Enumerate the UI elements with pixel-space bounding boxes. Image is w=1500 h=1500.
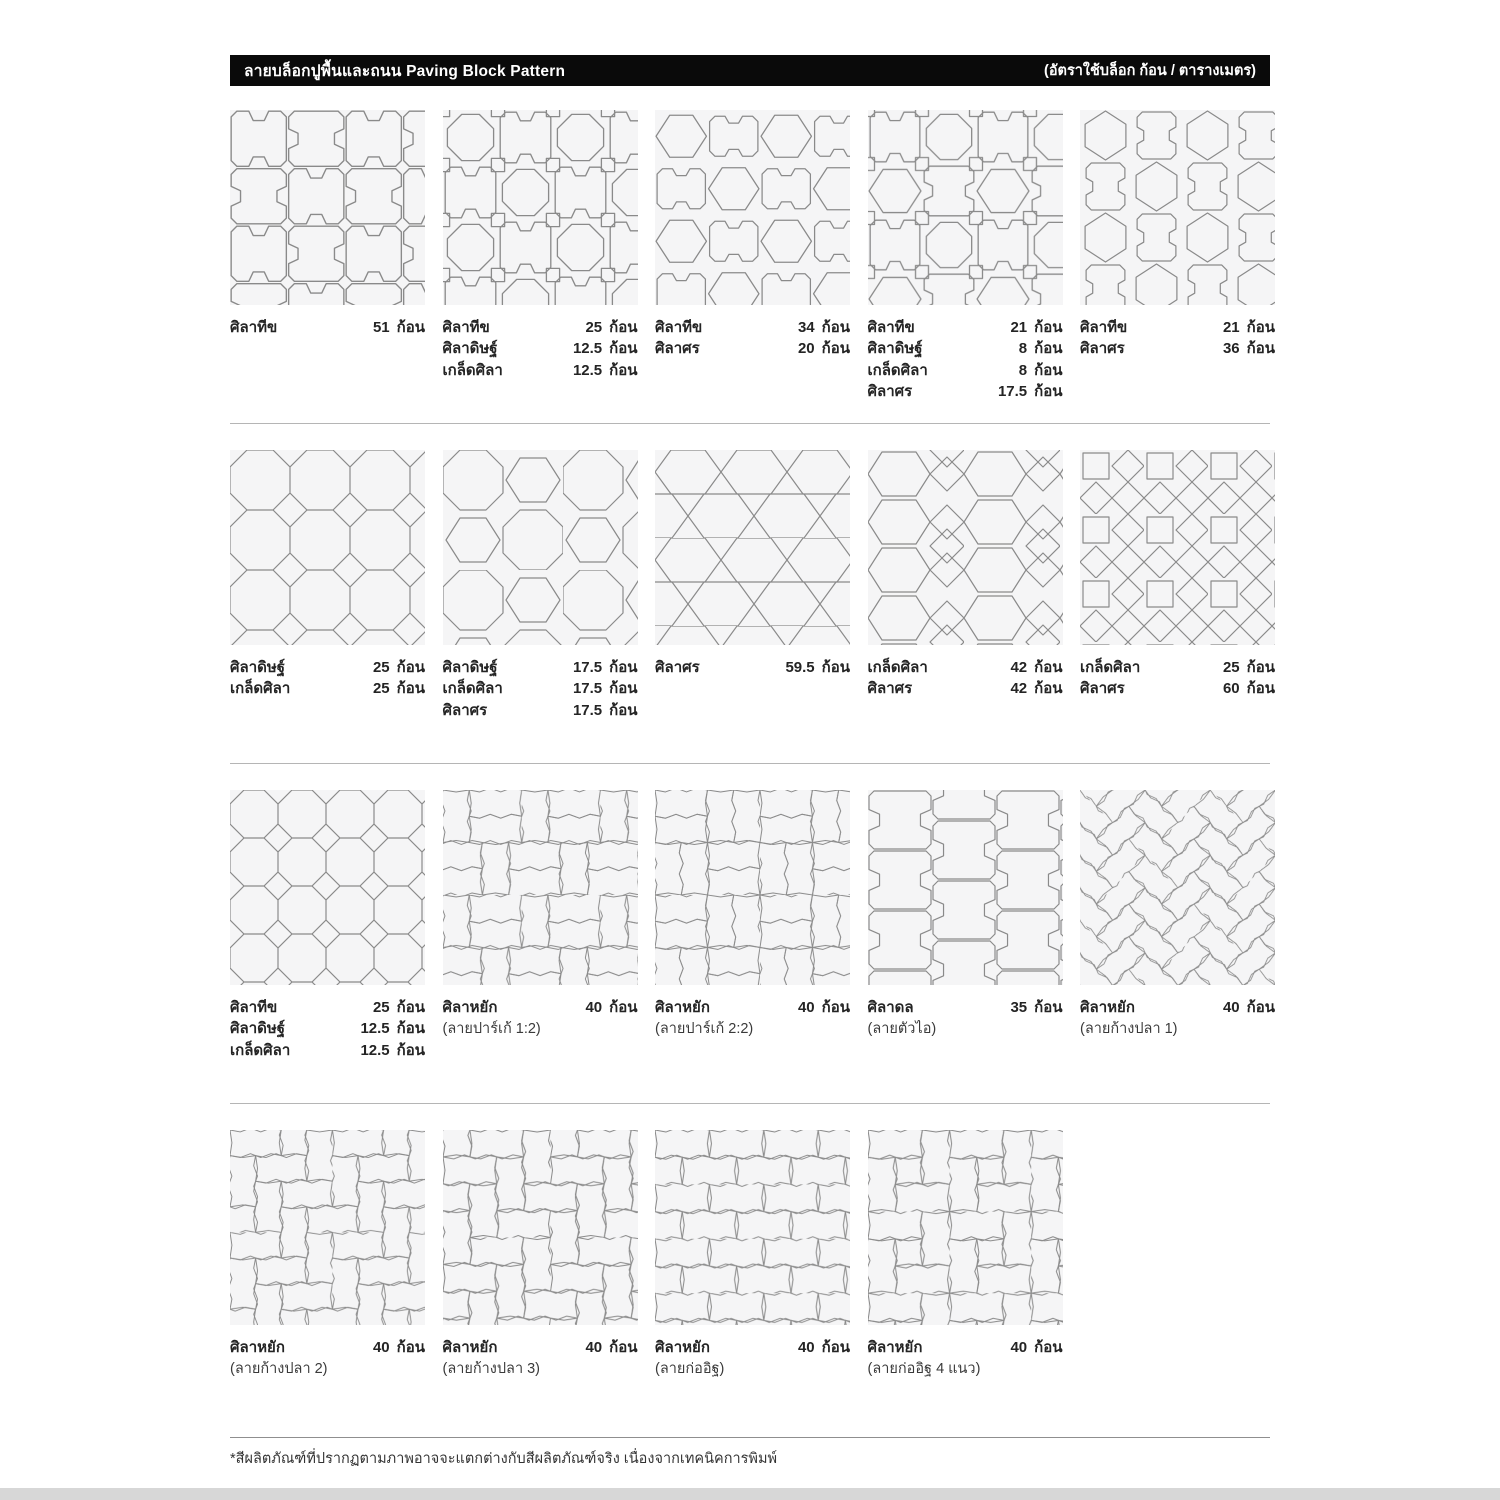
product-row [655,338,850,359]
pattern-tile [230,790,425,1061]
pattern-tile [443,110,638,381]
product-name: ศิลาทีข [1080,319,1128,336]
pattern-tile [655,110,850,360]
product-row [868,997,1063,1040]
qty-unit: ก้อน [609,1339,638,1356]
tile-labels [868,1337,1063,1380]
qty-unit: ก้อน [609,319,638,336]
paving-pattern-preview [230,790,425,985]
product-row [230,317,425,338]
qty-number: 40 [1010,1339,1028,1356]
product-quantity [781,997,850,1018]
qty-unit: ก้อน [609,659,638,676]
product-name: ศิลาดิษฐ์ [442,659,498,676]
product-name: ศิลาศร [442,701,488,719]
product-subtitle: (ลายตัวไอ) [867,1021,937,1038]
qty-unit: ก้อน [396,999,425,1016]
product-quantity [993,381,1062,402]
qty-unit: ก้อน [396,319,425,336]
qty-number: 34 [797,319,815,336]
product-row [230,1018,425,1039]
tile-labels [868,997,1063,1040]
product-row [443,1337,638,1380]
product-quantity [993,657,1062,678]
qty-unit: ก้อน [1034,319,1063,336]
pattern-row [230,790,1275,1061]
tile-labels [868,657,1063,700]
qty-unit: ก้อน [609,361,638,379]
qty-number: 17.5 [572,701,603,719]
qty-number: 40 [1222,999,1240,1016]
footnote: *สีผลิตภัณฑ์ที่ปรากฏตามภาพอาจจะแตกต่างกับสีผลิตภัณฑ์จริง เนื่องจากเทคนิคการพิมพ์ [230,1451,778,1467]
qty-number: 40 [797,999,815,1016]
product-row [1080,678,1275,699]
tile-labels [655,1337,850,1380]
pattern-row [230,110,1275,402]
product-quantity [356,1040,425,1061]
product-quantity [993,997,1062,1018]
product-name: เกล็ดศิลา [442,680,503,698]
qty-unit: ก้อน [396,1020,425,1038]
product-row [443,997,638,1040]
pattern-tile [655,1130,850,1380]
product-name: ศิลาหยัก [442,999,498,1016]
bottom-strip [0,1488,1500,1500]
product-name: ศิลาดล [867,999,914,1016]
qty-number: 25 [372,659,390,676]
product-quantity [993,678,1062,699]
qty-unit: ก้อน [821,1339,850,1356]
product-row [230,657,425,678]
qty-unit: ก้อน [821,340,850,358]
product-row [443,657,638,678]
product-name: ศิลาดิษฐ์ [230,659,286,676]
qty-unit: ก้อน [1034,1339,1063,1356]
tile-labels [443,657,638,721]
product-row [443,360,638,381]
qty-number: 25 [372,999,390,1016]
qty-number: 40 [797,1339,815,1356]
product-name: เกล็ดศิลา [442,361,503,379]
product-name: เกล็ดศิลา [867,361,928,379]
product-row [443,338,638,359]
qty-number: 35 [1010,999,1028,1016]
product-row [230,997,425,1018]
product-row [1080,338,1275,359]
product-subtitle: (ลายก้างปลา 2) [230,1361,328,1378]
tile-labels [1080,997,1275,1040]
product-name: ศิลาศร [867,680,913,698]
pattern-tile [655,790,850,1040]
product-quantity [781,317,850,338]
product-name: ศิลาทีข [230,319,278,336]
paving-pattern-preview [443,450,638,645]
qty-number: 12.5 [572,340,603,358]
product-name: ศิลาดิษฐ์ [230,1020,286,1038]
product-name: ศิลาศร [655,659,700,676]
product-row [655,657,850,678]
product-subtitle: (ลายปาร์เก้ 2:2) [655,1021,754,1038]
product-name: ศิลาหยัก [442,1339,498,1356]
product-quantity [356,1337,425,1358]
tile-labels [230,1337,425,1380]
qty-number: 25 [585,319,603,336]
qty-unit: ก้อน [396,1041,425,1059]
paving-pattern-preview [230,1130,425,1325]
tile-labels [230,657,425,700]
product-name: ศิลาหยัก [655,1339,710,1356]
qty-number: 42 [1010,659,1028,676]
paving-pattern-preview [868,1130,1063,1325]
qty-number: 21 [1010,319,1028,336]
product-quantity [568,657,637,678]
product-name: ศิลาหยัก [1080,999,1135,1016]
product-quantity [993,1337,1062,1358]
qty-unit: ก้อน [609,340,638,358]
paving-pattern-preview [1080,110,1275,305]
product-name: เกล็ดศิลา [867,659,928,676]
product-quantity [356,997,425,1018]
qty-unit: ก้อน [1246,680,1275,698]
product-row [655,997,850,1040]
product-quantity [1206,317,1275,338]
qty-unit: ก้อน [821,659,850,676]
qty-unit: ก้อน [821,319,850,336]
product-subtitle: (ลายก้างปลา 3) [442,1361,541,1378]
page-title: ลายบล็อกปูพื้นและถนน Paving Block Pattern [244,63,566,80]
product-quantity [1206,657,1275,678]
product-quantity [356,657,425,678]
tile-labels [655,657,850,678]
qty-number: 40 [585,999,603,1016]
paving-pattern-preview [868,450,1063,645]
product-name: ศิลาหยัก [230,1339,285,1356]
pattern-tile [1080,450,1275,700]
product-quantity [356,317,425,338]
paving-pattern-preview [443,1130,638,1325]
qty-number: 12.5 [360,1020,390,1038]
tile-labels [443,997,638,1040]
tile-labels [655,997,850,1040]
pattern-tile [443,790,638,1040]
product-quantity [1206,338,1275,359]
paving-pattern-preview [868,110,1063,305]
product-quantity [993,317,1062,338]
qty-number: 36 [1222,340,1240,358]
qty-unit: ก้อน [821,999,850,1016]
header-unit-note: (อัตราใช้บล็อก ก้อน / ตารางเมตร) [1043,63,1256,79]
tile-labels [230,317,425,338]
product-name: ศิลาศร [1080,340,1125,358]
product-row [868,317,1063,338]
qty-number: 25 [372,680,390,698]
product-subtitle: (ลายปาร์เก้ 1:2) [442,1021,541,1038]
qty-number: 25 [1222,659,1240,676]
pattern-tile [230,110,425,338]
product-name: เกล็ดศิลา [1080,659,1141,676]
product-name: เกล็ดศิลา [230,680,291,698]
product-name: ศิลาศร [655,340,700,358]
qty-unit: ก้อน [1034,361,1063,379]
product-name: ศิลาดิษฐ์ [867,340,923,358]
paving-pattern-preview [868,790,1063,985]
product-quantity [781,338,850,359]
qty-number: 21 [1222,319,1240,336]
pattern-tile [230,1130,425,1380]
product-row [868,360,1063,381]
product-name: ศิลาทีข [442,319,490,336]
pattern-tile [868,110,1063,402]
product-quantity [568,360,637,381]
product-quantity [568,338,637,359]
pattern-tile [868,450,1063,700]
tile-labels [655,317,850,360]
product-name: เกล็ดศิลา [230,1041,291,1059]
qty-number: 17.5 [572,659,603,676]
pattern-tile [868,1130,1063,1380]
paving-pattern-preview [443,110,638,305]
pattern-tile [230,450,425,700]
product-row [868,657,1063,678]
product-name: ศิลาทีข [230,999,278,1016]
qty-number: 12.5 [360,1041,390,1059]
qty-number: 42 [1010,680,1028,698]
product-name: ศิลาศร [1080,680,1125,698]
qty-unit: ก้อน [1246,340,1275,358]
paving-pattern-preview [230,110,425,305]
qty-number: 17.5 [997,382,1028,400]
qty-unit: ก้อน [1034,340,1063,358]
tile-labels [868,317,1063,402]
product-subtitle: (ลายก้างปลา 1) [1080,1021,1178,1038]
qty-unit: ก้อน [609,680,638,698]
row-separator [230,423,1270,424]
product-row [868,338,1063,359]
product-row [230,1337,425,1380]
product-row [443,678,638,699]
qty-number: 51 [372,319,390,336]
paving-pattern-preview [443,790,638,985]
qty-unit: ก้อน [1246,659,1275,676]
footnote-divider [230,1437,1270,1438]
qty-unit: ก้อน [1034,659,1063,676]
product-name: ศิลาทีข [655,319,703,336]
product-row [868,678,1063,699]
product-row [230,678,425,699]
product-quantity [1206,678,1275,699]
product-name: ศิลาดิษฐ์ [442,340,498,358]
paving-pattern-preview [655,1130,850,1325]
paving-pattern-preview [1080,450,1275,645]
product-quantity [356,678,425,699]
product-row [1080,657,1275,678]
product-quantity [781,1337,850,1358]
pattern-tile [1080,790,1275,1040]
product-quantity [568,997,637,1018]
paving-pattern-preview [655,450,850,645]
qty-unit: ก้อน [396,1339,425,1356]
product-quantity [568,317,637,338]
pattern-tile [443,450,638,721]
product-row [230,1040,425,1061]
product-row [1080,317,1275,338]
qty-number: 17.5 [572,680,603,698]
product-quantity [781,657,850,678]
product-name: ศิลาหยัก [655,999,710,1016]
qty-unit: ก้อน [396,680,425,698]
product-quantity [1206,997,1275,1018]
product-quantity [568,1337,637,1358]
tile-labels [1080,657,1275,700]
row-separator [230,763,1270,764]
qty-unit: ก้อน [1034,999,1063,1016]
tile-labels [230,997,425,1061]
paving-pattern-preview [655,110,850,305]
row-separator [230,1103,1270,1104]
tile-labels [443,317,638,381]
paving-pattern-preview [655,790,850,985]
product-quantity [993,338,1062,359]
pattern-row [230,450,1275,721]
qty-number: 59.5 [785,659,815,676]
tile-labels [1080,317,1275,360]
product-row [443,700,638,721]
product-name: ศิลาทีข [867,319,915,336]
product-row [443,317,638,338]
qty-number: 40 [585,1339,603,1356]
product-quantity [993,360,1062,381]
tile-labels [443,1337,638,1380]
pattern-row [230,1130,1270,1380]
pattern-tile [1080,110,1275,360]
header-bar [230,55,1270,86]
product-subtitle: (ลายก่ออิฐ 4 แนว) [867,1361,981,1378]
qty-unit: ก้อน [1034,382,1063,400]
pattern-tile [868,790,1063,1040]
qty-unit: ก้อน [609,701,638,719]
qty-number: 60 [1222,680,1240,698]
paving-pattern-preview [230,450,425,645]
qty-unit: ก้อน [1034,680,1063,698]
product-quantity [568,678,637,699]
qty-unit: ก้อน [609,999,638,1016]
pattern-tile [443,1130,638,1380]
product-subtitle: (ลายก่ออิฐ) [655,1361,725,1378]
product-row [868,1337,1063,1380]
product-row [1080,997,1275,1040]
qty-number: 12.5 [572,361,603,379]
qty-number: 8 [1018,340,1028,358]
product-row [868,381,1063,402]
product-row [655,1337,850,1380]
product-quantity [356,1018,425,1039]
pattern-tile [655,450,850,678]
qty-unit: ก้อน [1246,999,1275,1016]
qty-unit: ก้อน [1246,319,1275,336]
qty-number: 20 [797,340,815,358]
product-quantity [568,700,637,721]
qty-number: 40 [372,1339,390,1356]
paving-pattern-preview [1080,790,1275,985]
qty-unit: ก้อน [396,659,425,676]
product-row [655,317,850,338]
product-name: ศิลาหยัก [867,1339,923,1356]
product-name: ศิลาศร [867,382,913,400]
qty-number: 8 [1018,361,1028,379]
